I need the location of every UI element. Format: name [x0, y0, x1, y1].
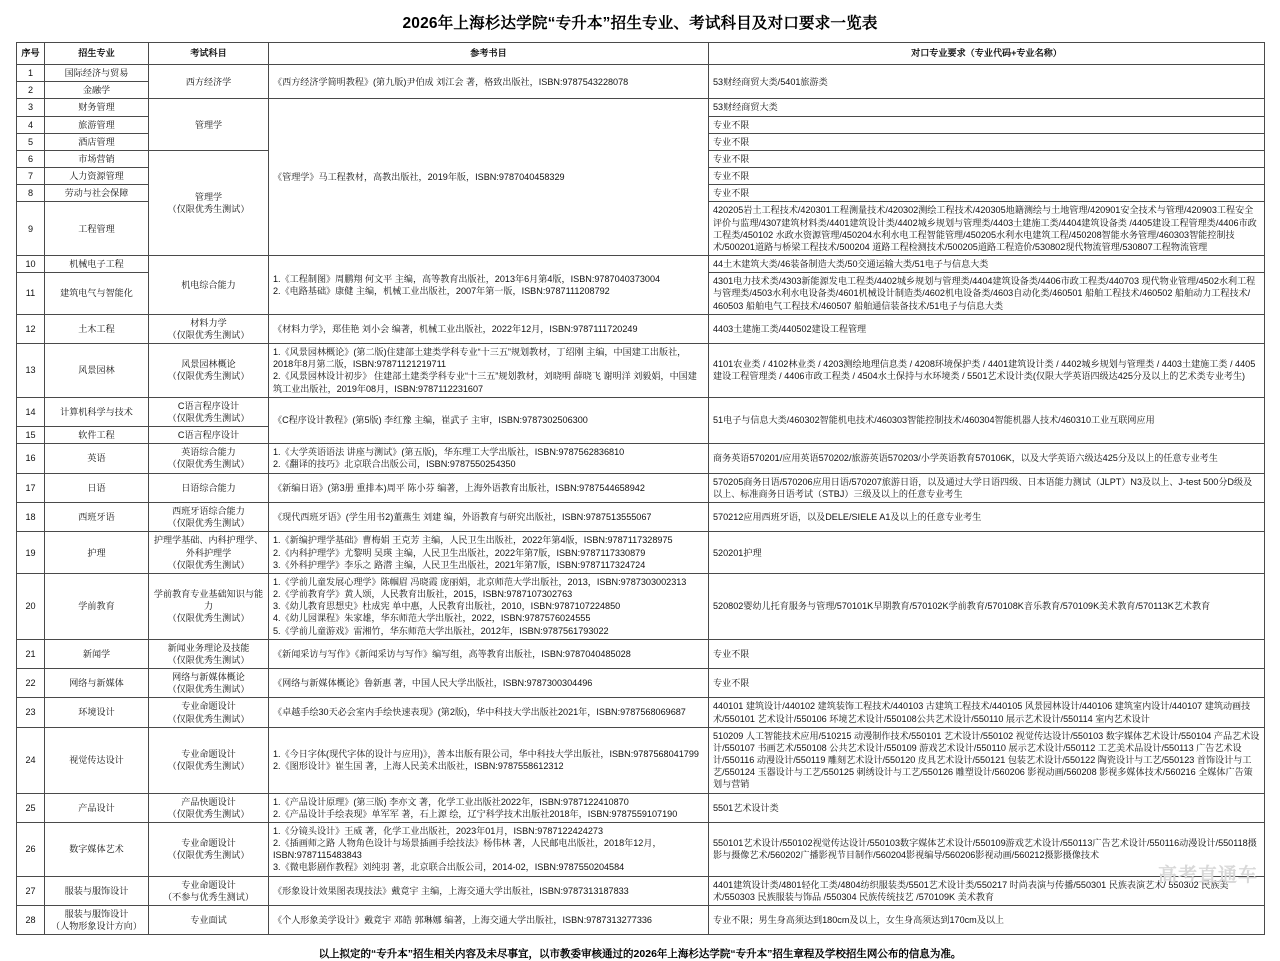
- cell-books: [269, 905, 709, 934]
- requirement-text: 专业不限: [713, 188, 750, 199]
- subject-label: 专业面试: [190, 915, 227, 926]
- cell-books: [269, 876, 709, 905]
- table-row: [17, 473, 1265, 502]
- book-reference: 《材料力学》，郑佳艳 刘小会 编著，机械工业出版社，2022年12月，ISBN:9787111720249: [273, 323, 638, 334]
- book-reference: 2.《风景园林设计初步》 住建部土建类学科专业“十三五”规划教材，刘晓明 薛晓飞 谢明洋 刘毅娟，中国建筑工业出版社，2019年08月，ISBN:9787112231607: [273, 371, 697, 394]
- cell-no: 20: [17, 573, 45, 639]
- cell-no: 10: [17, 256, 45, 273]
- major-label: 风景园林: [78, 365, 115, 376]
- table-row: [17, 532, 1265, 574]
- book-reference: 《新闻采访与写作》《新闻采访与写作》编写组，高等教育出版社，ISBN:9787040485028: [273, 648, 631, 659]
- header-major: 招生专业: [45, 43, 149, 65]
- table-row: [17, 99, 1265, 116]
- table-row: [17, 639, 1265, 668]
- book-reference: 1.《新编护理学基础》曹梅娟 王克芳 主编，人民卫生出版社，2022年第4版，ISBN:9787117328975: [273, 535, 673, 546]
- subject-label: 网络与新媒体概论: [172, 672, 245, 683]
- major-label: 新闻学: [82, 648, 111, 659]
- cell-subject: [149, 473, 269, 502]
- major-label: 产品设计: [78, 802, 115, 813]
- subject-note: （仅限优秀生测试）: [167, 329, 250, 340]
- cell-subject: [149, 905, 269, 934]
- subject-note: （仅限优秀生测试）: [167, 684, 250, 695]
- cell-requirement: [709, 905, 1265, 934]
- cell-subject: [149, 669, 269, 698]
- book-reference: 《现代西班牙语》(学生用书2)董燕生 刘建 编，外语教育与研究出版社，ISBN:9787513555067: [273, 512, 652, 523]
- cell-major: [45, 502, 149, 531]
- cell-subject: [149, 639, 269, 668]
- requirement-text: 53财经商贸大类/5401旅游类: [713, 76, 828, 87]
- cell-subject: [149, 822, 269, 876]
- cell-requirement: [709, 65, 1265, 99]
- book-reference: 5.《学前儿童游戏》雷湘竹，华东师范大学出版社，2012年，ISBN:9787561793022: [273, 625, 609, 636]
- major-label: 建筑电气与智能化: [60, 288, 133, 299]
- cell-major: [45, 905, 149, 934]
- cell-subject: [149, 876, 269, 905]
- cell-major: [45, 344, 149, 398]
- requirement-text: 520802婴幼儿托育服务与管理/570101K早期教育/570102K学前教育/570108K音乐教育/570109K美术教育/570113K艺术教育: [713, 601, 1211, 612]
- cell-requirement: [709, 314, 1265, 343]
- requirement-text: 专业不限: [713, 171, 750, 182]
- requirement-text: 570205商务日语/570206应用日语/570207旅游日语，以及通过大学日语四级、日本语能力测试（JLPT）N3及以上、J-test 500分D级及以上、标准商务日语考试（STBJ）三级及以上的任意专业考生: [713, 476, 1253, 499]
- cell-requirement: [709, 344, 1265, 398]
- requirement-text: 420205岩土工程技术/420301工程测量技术/420302测绘工程技术/420305地籍测绘与土地管理/420901安全技术与管理/420903工程安全评价与监理/4307建筑材料类/4401建筑设计类/4402城乡规划与管理类/4403土建施工类/4404建筑设备类 /4405建设工程管理类/4406市政工程类/450102 水政水资源管理/450204水利水电工程智能管理/450205水利水电建筑工程/450208智能水务管理/460303智能控制技术/500201道路与桥梁工程技术/500204 道路工程检测技术/500205道路工程造价/530802现代物流管理/530807工程物流管理: [713, 205, 1257, 252]
- cell-requirement: [709, 185, 1265, 202]
- table-row: [17, 444, 1265, 473]
- major-label: 服装与服饰设计: [64, 908, 129, 919]
- footer-note: 以上拟定的“专升本”招生相关内容及未尽事宜，以市教委审核通过的2026年上海杉达学院“专升本”招生章程及学校招生网公布的信息为准。: [318, 948, 962, 961]
- major-label: 金融学: [82, 85, 111, 96]
- cell-no: 9: [17, 202, 45, 256]
- cell-books: [269, 793, 709, 822]
- book-reference: 1.《产品设计原理》(第三版) 李亦文 著，化学工业出版社2022年，ISBN:9787122410870: [273, 796, 629, 807]
- cell-requirement: [709, 150, 1265, 167]
- subject-note: （仅限优秀生测试）: [167, 559, 250, 570]
- table-row: [17, 502, 1265, 531]
- table-row: [17, 65, 1265, 82]
- cell-requirement: [709, 727, 1265, 793]
- table-row: [17, 793, 1265, 822]
- cell-major: [45, 256, 149, 273]
- cell-requirement: [709, 99, 1265, 116]
- cell-books: [269, 532, 709, 574]
- requirement-text: 570212应用西班牙语，以及DELE/SIELE A1及以上的任意专业考生: [713, 512, 982, 523]
- cell-books: [269, 256, 709, 315]
- subject-label: 英语综合能力: [181, 447, 236, 458]
- cell-no: 3: [17, 99, 45, 116]
- cell-requirement: [709, 168, 1265, 185]
- subject-note: （仅限优秀生测试）: [167, 713, 250, 724]
- requirement-text: 53财经商贸大类: [713, 102, 778, 113]
- requirement-text: 4403土建施工类/440502建设工程管理: [713, 323, 867, 334]
- cell-requirement: [709, 573, 1265, 639]
- major-label: 工程管理: [78, 223, 115, 234]
- cell-major: [45, 822, 149, 876]
- table-header: [17, 43, 1265, 65]
- subject-label: 护理学基础、内科护理学、外科护理学: [153, 535, 264, 558]
- requirement-text: 专业不限；男生身高须达到180cm及以上，女生身高须达到170cm及以上: [713, 915, 1005, 926]
- cell-no: 5: [17, 133, 45, 150]
- page-title: 2026年上海杉达学院“专升本”招生专业、考试科目及对口要求一览表: [402, 15, 878, 32]
- cell-no: 12: [17, 314, 45, 343]
- header-requirement: 对口专业要求（专业代码+专业名称）: [709, 43, 1265, 65]
- subject-label: 管理学: [194, 119, 223, 130]
- book-reference: 1.《今日字体(现代字体的设计与应用)》，善本出版有限公司，华中科技大学出版社，ISBN:9787568041799: [273, 748, 699, 759]
- book-reference: 1.《学前儿童发展心理学》陈帼眉 冯晓霞 庞丽娟，北京师范大学出版社，2013，ISBN:9787303002313: [273, 576, 687, 587]
- subject-note: （仅限优秀生测试）: [167, 613, 250, 624]
- cell-subject: [149, 532, 269, 574]
- major-label: 视觉传达设计: [69, 755, 124, 766]
- cell-books: [269, 502, 709, 531]
- book-reference: 1.《风景园林概论》(第二版)住建部土建类学科专业“十三五”规划教材，丁绍刚 主编，中国建工出版社，2018年8月第二版，ISBN:97871121219711: [273, 347, 687, 370]
- major-label: 国际经济与贸易: [64, 68, 129, 78]
- requirement-text: 专业不限: [713, 136, 750, 147]
- cell-no: 14: [17, 397, 45, 426]
- cell-major: [45, 444, 149, 473]
- cell-major: [45, 793, 149, 822]
- cell-requirement: [709, 444, 1265, 473]
- major-label: 日语: [87, 482, 106, 493]
- subject-note: （仅限优秀生测试）: [167, 412, 250, 423]
- cell-no: 2: [17, 82, 45, 99]
- cell-major: [45, 698, 149, 727]
- cell-subject: [149, 150, 269, 255]
- major-label: 护理: [87, 547, 106, 558]
- cell-major: [45, 532, 149, 574]
- table-row: [17, 314, 1265, 343]
- table-row: [17, 698, 1265, 727]
- table-row: [17, 344, 1265, 398]
- cell-books: [269, 99, 709, 256]
- cell-books: [269, 65, 709, 99]
- requirement-text: 4401建筑设计类/4801轻化工类/4804纺织服装类/5501艺术设计类/550217 时尚表演与传播/550301 民族表演艺术/ 550302 民族美术/550303 民族服装与饰品 /550304 民族传统技艺 /570109K 美术教育: [713, 879, 1229, 902]
- cell-major: [45, 202, 149, 256]
- subject-label: 产品快题设计: [181, 796, 236, 807]
- table-row: [17, 669, 1265, 698]
- major-label: 英语: [87, 453, 106, 464]
- requirement-text: 商务英语570201/应用英语570202/旅游英语570203/小学英语教育570106K，以及大学英语六级达425分及以上的任意专业考生: [713, 453, 1218, 464]
- subject-label: 风景园林概论: [181, 359, 236, 370]
- major-label: 西班牙语: [78, 512, 115, 523]
- cell-no: 17: [17, 473, 45, 502]
- cell-subject: [149, 793, 269, 822]
- major-label: 劳动与社会保障: [64, 188, 129, 199]
- cell-no: 4: [17, 116, 45, 133]
- cell-subject: [149, 502, 269, 531]
- requirement-text: 44土木建筑大类/46装备制造大类/50交通运输大类/51电子与信息大类: [713, 259, 989, 270]
- cell-no: 19: [17, 532, 45, 574]
- major-label: 网络与新媒体: [69, 678, 124, 689]
- admissions-table: [16, 42, 1265, 935]
- subject-label: 机电综合能力: [181, 279, 236, 290]
- book-reference: 3.《微电影剧作教程》刘纯羽 著，北京联合出版公司，2014-02，ISBN:9787550204584: [273, 862, 625, 873]
- cell-books: [269, 344, 709, 398]
- subject-label: 学前教育专业基础知识与能力: [153, 589, 264, 612]
- subject-label: 专业命题设计: [181, 748, 236, 759]
- requirement-text: 5501艺术设计类: [713, 802, 779, 813]
- header-books: 参考书目: [269, 43, 709, 65]
- cell-major: [45, 639, 149, 668]
- cell-books: [269, 669, 709, 698]
- book-reference: 2.《内科护理学》尤黎明 吴瑛 主编，人民卫生出版社，2022年第7版，ISBN:9787117330879: [273, 547, 646, 558]
- cell-requirement: [709, 793, 1265, 822]
- cell-major: [45, 727, 149, 793]
- book-reference: 3.《外科护理学》李乐之 路潜 主编，人民卫生出版社，2021年第7版，ISBN:9787117324724: [273, 559, 646, 570]
- cell-major: [45, 82, 149, 99]
- subject-label: 专业命题设计: [181, 701, 236, 712]
- cell-major: [45, 876, 149, 905]
- cell-major: [45, 314, 149, 343]
- cell-subject: [149, 256, 269, 315]
- cell-no: 1: [17, 65, 45, 82]
- book-reference: 1.《工程制图》周鹏翔 何文平 主编，高等教育出版社，2013年6月第4版，ISBN:9787040373004: [273, 273, 661, 284]
- cell-no: 21: [17, 639, 45, 668]
- major-label: 机械电子工程: [69, 259, 124, 270]
- subject-label: 材料力学: [190, 317, 227, 328]
- cell-requirement: [709, 116, 1265, 133]
- cell-requirement: [709, 202, 1265, 256]
- subject-note: （仅限优秀生测试）: [167, 203, 250, 214]
- major-label: 财务管理: [78, 102, 115, 113]
- cell-requirement: [709, 639, 1265, 668]
- cell-requirement: [709, 256, 1265, 273]
- cell-major: [45, 150, 149, 167]
- cell-subject: [149, 99, 269, 151]
- book-reference: 3.《幼儿教育思想史》杜成宪 单中惠，人民教育出版社，2010，ISBN:9787107224850: [273, 601, 621, 612]
- subject-label: 日语综合能力: [181, 482, 236, 493]
- cell-no: 15: [17, 427, 45, 444]
- cell-books: [269, 473, 709, 502]
- cell-requirement: [709, 698, 1265, 727]
- subject-label: 管理学: [194, 191, 223, 202]
- major-label: 数字媒体艺术: [69, 844, 124, 855]
- table-row: [17, 397, 1265, 426]
- book-reference: 《网络与新媒体概论》鲁新惠 著，中国人民大学出版社，ISBN:9787300304496: [273, 678, 593, 689]
- book-reference: 《形象设计效果图表现技法》戴竟宇 主编，上海交通大学出版社，ISBN:9787313187833: [273, 885, 629, 896]
- major-sublabel: （人物形象设计方向）: [51, 921, 142, 932]
- requirement-text: 专业不限: [713, 153, 750, 164]
- cell-no: 13: [17, 344, 45, 398]
- subject-label: 专业命题设计: [181, 838, 236, 849]
- book-reference: 4.《幼儿园课程》朱家雄，华东师范大学出版社，2022，ISBN:9787576024555: [273, 613, 591, 624]
- cell-books: [269, 639, 709, 668]
- subject-label: 专业命题设计: [181, 879, 236, 890]
- cell-no: 26: [17, 822, 45, 876]
- cell-major: [45, 65, 149, 82]
- header-row: [17, 43, 1265, 65]
- header-subject: 考试科目: [149, 43, 269, 65]
- table-row: [17, 822, 1265, 876]
- cell-no: 16: [17, 444, 45, 473]
- cell-requirement: [709, 502, 1265, 531]
- cell-subject: [149, 427, 269, 444]
- cell-books: [269, 573, 709, 639]
- major-label: 服装与服饰设计: [64, 885, 129, 896]
- cell-no: 23: [17, 698, 45, 727]
- book-reference: 2.《学前教育学》黄人颂，人民教育出版社，2015，ISBN:9787107302763: [273, 589, 573, 600]
- subject-note: （仅限优秀生测试）: [167, 459, 250, 470]
- major-label: 环境设计: [78, 707, 115, 718]
- requirement-text: 4301电力技术类/4303新能源发电工程类/4402城乡规划与管理类/4404建筑设备类/4406市政工程类/440703 现代物业管理/4502水利工程与管理类/4503水利水电设备类/4601机械设计制造类/4602机电设备类/4603自动化类/460501 船舶工程技术/460502 船舶动力工程技术/ 460503 船舶电气工程技术/460507 船舶通信装备技术/51电子与信息大类: [713, 276, 1256, 311]
- subject-label: 新闻业务理论及技能: [167, 642, 250, 653]
- subject-note: （仅限优秀生测试）: [167, 850, 250, 861]
- major-label: 市场营销: [78, 153, 115, 164]
- subject-note: （仅限优秀生测试）: [167, 808, 250, 819]
- major-label: 旅游管理: [78, 119, 115, 130]
- cell-books: [269, 727, 709, 793]
- subject-note: （仅限优秀生测试）: [167, 371, 250, 382]
- cell-no: 6: [17, 150, 45, 167]
- cell-subject: [149, 397, 269, 426]
- requirement-text: 专业不限: [713, 119, 750, 130]
- cell-no: 24: [17, 727, 45, 793]
- subject-label: 西方经济学: [185, 76, 232, 87]
- cell-major: [45, 573, 149, 639]
- cell-requirement: [709, 133, 1265, 150]
- book-reference: 1.《分镜头设计》王威 著，化学工业出版社，2023年01月，ISBN:9787122424273: [273, 825, 604, 836]
- cell-subject: [149, 698, 269, 727]
- cell-major: [45, 669, 149, 698]
- book-reference: 1.《大学英语语法 讲座与测试》(第五版)，华东理工大学出版社，ISBN:9787562836810: [273, 447, 625, 458]
- major-label: 计算机科学与技术: [60, 406, 133, 417]
- cell-major: [45, 273, 149, 315]
- cell-major: [45, 116, 149, 133]
- cell-books: [269, 314, 709, 343]
- book-reference: 《C程序设计教程》(第5版) 李红豫 主编，崔武子 主审，ISBN:9787302506300: [273, 415, 588, 426]
- book-reference: 《西方经济学简明教程》(第九版)尹伯成 刘江会 著，格致出版社，ISBN:9787543228078: [273, 76, 629, 87]
- major-label: 软件工程: [78, 430, 115, 441]
- subject-label: C语言程序设计: [177, 400, 240, 411]
- cell-no: 8: [17, 185, 45, 202]
- requirement-text: 专业不限: [713, 648, 750, 659]
- cell-major: [45, 473, 149, 502]
- cell-requirement: [709, 397, 1265, 444]
- book-reference: 2.《图形设计》崔生国 著，上海人民美术出版社，ISBN:9787558612312: [273, 761, 564, 772]
- major-label: 土木工程: [78, 323, 115, 334]
- book-reference: 《卓越手绘30天必会室内手绘快速表现》(第2版)，华中科技大学出版社2021年，ISBN:9787568069687: [273, 707, 686, 718]
- watermark: 高考直通车: [1157, 865, 1258, 886]
- cell-no: 22: [17, 669, 45, 698]
- book-reference: 2.《翻译的技巧》北京联合出版公司，ISBN:9787550254350: [273, 459, 516, 470]
- cell-major: [45, 427, 149, 444]
- book-reference: 《管理学》马工程教材，高教出版社，2019年版，ISBN:9787040458329: [273, 172, 565, 183]
- subject-label: C语言程序设计: [177, 430, 240, 441]
- cell-subject: [149, 727, 269, 793]
- book-reference: 2.《插画师之路 人物角色设计与场景插画手绘技法》杨伟林 著，人民邮电出版社，2018年12月，ISBN:9787115483843: [273, 838, 662, 861]
- cell-no: 27: [17, 876, 45, 905]
- requirement-text: 51电子与信息大类/460302智能机电技术/460303智能控制技术/460304智能机器人技术/460310工业互联网应用: [713, 415, 1155, 426]
- requirement-text: 专业不限: [713, 678, 750, 689]
- subject-note: （仅限优秀生测试）: [167, 761, 250, 772]
- book-reference: 2.《产品设计手绘表现》单军军 著，石上源 绘，辽宁科学技术出版社2018年，ISBN:9787559107190: [273, 808, 678, 819]
- cell-no: 11: [17, 273, 45, 315]
- cell-books: [269, 444, 709, 473]
- cell-no: 25: [17, 793, 45, 822]
- requirement-text: 440101 建筑设计/440102 建筑装饰工程技术/440103 古建筑工程技术/440105 风景园林设计/440106 建筑室内设计/440107 建筑动画技术/550101 艺术设计/550106 环境艺术设计/550108公共艺术设计/550110 展示艺术设计/550114 室内艺术设计: [713, 701, 1251, 724]
- cell-books: [269, 822, 709, 876]
- table-row: [17, 727, 1265, 793]
- book-reference: 2.《电路基础》康健 主编，机械工业出版社，2007年第一版，ISBN:9787111208792: [273, 285, 610, 296]
- subject-note: （仅限优秀生测试）: [167, 518, 250, 529]
- table-row: [17, 876, 1265, 905]
- requirement-text: 520201护理: [713, 547, 762, 558]
- subject-label: 西班牙语综合能力: [172, 505, 245, 516]
- subject-note: （不参与优秀生测试）: [163, 891, 254, 902]
- cell-no: 7: [17, 168, 45, 185]
- book-reference: 《个人形象美学设计》戴竟宇 邓皓 郭琳娜 编著，上海交通大学出版社，ISBN:9787313277336: [273, 915, 652, 926]
- table-row: [17, 573, 1265, 639]
- cell-requirement: [709, 473, 1265, 502]
- cell-major: [45, 397, 149, 426]
- cell-major: [45, 133, 149, 150]
- cell-books: [269, 698, 709, 727]
- cell-major: [45, 99, 149, 116]
- cell-no: 18: [17, 502, 45, 531]
- table-row: [17, 905, 1265, 934]
- cell-books: [269, 397, 709, 444]
- cell-subject: [149, 573, 269, 639]
- requirement-text: 550101艺术设计/550102视觉传达设计/550103数字媒体艺术设计/550109游戏艺术设计/550113广告艺术设计/550116动漫设计/550118摄影与摄像艺术/560202广播影视节目制作/560204影视编导/560206影视动画/560212摄影摄像技术: [713, 838, 1257, 861]
- subject-note: （仅限优秀生测试）: [167, 654, 250, 665]
- major-label: 学前教育: [78, 601, 115, 612]
- cell-no: 28: [17, 905, 45, 934]
- book-reference: 《新编日语》(第3册 重排本)周平 陈小芬 编著，上海外语教育出版社，ISBN:9787544658942: [273, 482, 645, 493]
- cell-subject: [149, 65, 269, 99]
- cell-subject: [149, 344, 269, 398]
- cell-requirement: [709, 669, 1265, 698]
- major-label: 人力资源管理: [69, 171, 124, 182]
- requirement-text: 4101农业类 / 4102林业类 / 4203测绘地理信息类 / 4208环境保护类 / 4401建筑设计类 / 4402城乡规划与管理类 / 4403土建施工类 / 4405建设工程管理类 / 4406市政工程类 / 4504水土保持与水环境类 / 5501艺术设计类(仅限大学英语四级达425分及以上的艺术类专业考生): [713, 359, 1256, 382]
- cell-major: [45, 168, 149, 185]
- cell-subject: [149, 314, 269, 343]
- header-no: 序号: [17, 43, 45, 65]
- major-label: 酒店管理: [78, 136, 115, 147]
- requirement-text: 510209 人工智能技术应用/510215 动漫制作技术/550101 艺术设计/550102 视觉传达设计/550103 数字媒体艺术设计/550104 产品艺术设计/550107 书画艺术/550108 公共艺术设计/550109 游戏艺术设计/550110 展示艺术设计/550112 工艺美术品设计/550113 广告艺术设计/550116 动漫设计/550119 雕刻艺术设计/550120 皮具艺术设计/550121 包装艺术设计/550122 陶瓷设计与工艺/550123 首饰设计与工艺/550124 玉器设计与工艺/550125 刺绣设计与工艺/550126 雕塑设计/560206 影视动画/560208 影视多媒体技术/560216 全媒体广告策划与营销: [713, 730, 1260, 790]
- cell-major: [45, 185, 149, 202]
- table-body: [17, 65, 1265, 935]
- cell-requirement: [709, 532, 1265, 574]
- table-row: [17, 256, 1265, 273]
- cell-requirement: [709, 273, 1265, 315]
- cell-subject: [149, 444, 269, 473]
